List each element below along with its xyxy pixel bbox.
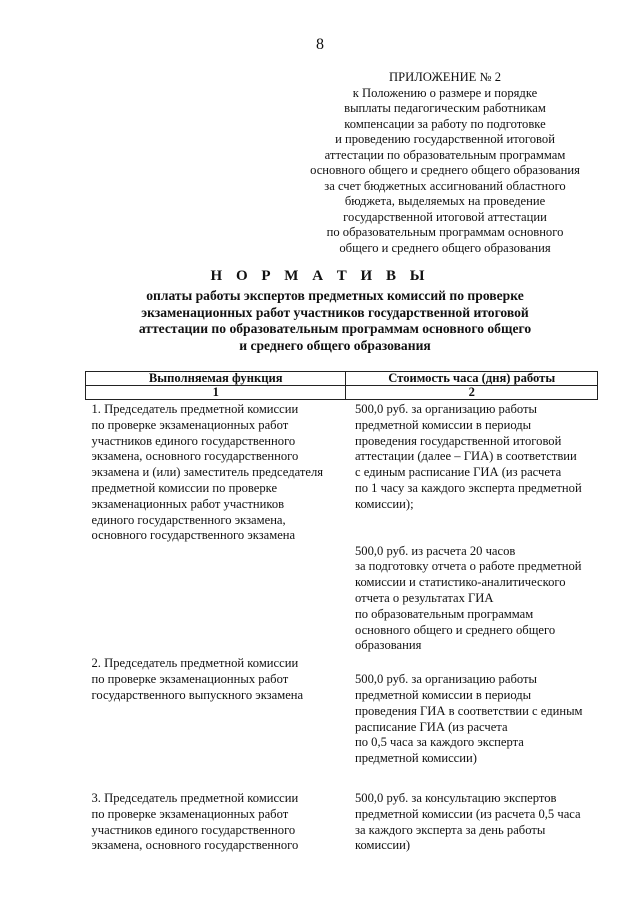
function-line: экзамена и (или) заместитель председателя [91,465,324,480]
cost-cell [346,767,598,854]
appendix-line: основного общего и среднего общего образования [310,163,580,177]
appendix-line: выплаты педагогическим работникам [344,101,546,115]
subheading-line: аттестации по образовательным программам основного общего [138,321,532,337]
table-row [86,400,598,655]
cost-line: отчета о результатах ГИА [354,590,494,605]
table-row [86,767,598,854]
cost-line: аттестации (далее – ГИА) в соответствии [354,449,577,464]
appendix-line: к Положению о размере и порядке [352,85,538,100]
table-column-number-row [86,386,598,400]
cost-line: комиссии) [354,838,411,853]
document-subheading [100,288,570,354]
function-line: по проверке экзаменационных работ [91,806,289,821]
cost-line: за каждого эксперта за день работы [354,822,546,837]
function-line: по проверке экзаменационных работ [91,417,289,432]
function-line: единого государственного экзамена, [91,512,286,527]
subheading-line: оплаты работы экспертов предметных комиссий по проверке [146,288,524,303]
function-cell [86,400,346,655]
column-number: 1 [86,386,346,400]
column-number: 2 [346,386,598,400]
cost-cell [346,654,598,767]
cost-line: 500,0 руб. за организацию работы [354,672,537,687]
cost-line: по 1 часу за каждого эксперта предметной [354,480,582,495]
cost-line: предметной комиссии) [354,751,477,766]
subheading-line: и среднего общего образования [239,337,431,353]
cost-line: образования [354,638,422,653]
cost-line: за подготовку отчета о работе предметной [354,559,582,574]
cost-line: предметной комиссии в периоды [354,687,532,702]
cost-cell [346,400,598,655]
cost-block [355,672,596,767]
appendix-line: государственной итоговой аттестации [343,209,547,224]
subheading-line: экзаменационных работ участников государственной итоговой [141,304,529,320]
column-header-function: Выполняемая функция [86,372,346,386]
appendix-line: и проведению государственной итоговой [335,132,555,146]
table-row [86,654,598,767]
cost-line: основного общего и среднего общего [354,622,556,637]
page-number: 8 [316,36,324,53]
cost-line: 500,0 руб. за консультацию экспертов [354,790,557,805]
cost-line: комиссии и статистико-аналитического [354,575,566,590]
appendix-block [300,70,590,256]
appendix-line: общего и среднего общего образования [339,240,551,255]
cost-line: предметной комиссии в периоды [354,417,532,432]
cost-line: комиссии); [354,496,414,511]
norms-table [85,371,598,854]
cost-line: по 0,5 часа за каждого эксперта [354,735,524,750]
function-line: 3. Председатель предметной комиссии [91,790,299,805]
spacer [355,513,596,544]
function-cell [86,654,346,767]
cost-line: предметной комиссии (из расчета 0,5 часа [354,806,581,821]
function-line: экзамена, основного государственного [91,838,299,853]
cost-line: по образовательным программам [354,606,534,621]
cost-line: расписание ГИА (из расчета [354,719,508,734]
function-line: 2. Председатель предметной комиссии [91,656,299,671]
cost-block [355,791,596,854]
function-line: экзамена, основного государственного [91,449,299,464]
appendix-line: бюджета, выделяемых на проведение [344,194,546,208]
appendix-line: по образовательным программам основного [326,225,564,239]
function-line: экзаменационных работ участников [91,496,285,511]
column-header-cost: Стоимость часа (дня) работы [346,372,598,386]
cost-line: с единым расписание ГИА (из расчета [354,465,562,480]
function-line: государственного выпускного экзамена [91,687,304,702]
function-line: предметной комиссии по проверке [91,480,278,495]
appendix-line: аттестации по образовательным программам [324,147,566,162]
function-line: участников единого государственного [91,433,296,448]
function-line: по проверке экзаменационных работ [91,671,289,686]
appendix-line: компенсации за работу по подготовке [344,116,546,131]
cost-line: 500,0 руб. из расчета 20 часов [354,543,516,558]
document-heading: Н О Р М А Т И В Ы [210,268,430,284]
function-line: основного государственного экзамена [91,528,296,543]
cost-line: проведения государственной итоговой [354,433,562,448]
table-header-row [86,372,598,386]
appendix-title: ПРИЛОЖЕНИЕ № 2 [389,70,501,84]
cost-line: проведения ГИА в соответствии с единым [354,703,583,718]
function-line: 1. Председатель предметной комиссии [91,402,299,416]
cost-block [355,402,596,513]
function-cell [86,767,346,854]
appendix-line: за счет бюджетных ассигнований областного [324,178,566,193]
function-line: участников единого государственного [91,822,296,837]
cost-block [355,544,596,655]
cost-line: 500,0 руб. за организацию работы [354,402,537,416]
